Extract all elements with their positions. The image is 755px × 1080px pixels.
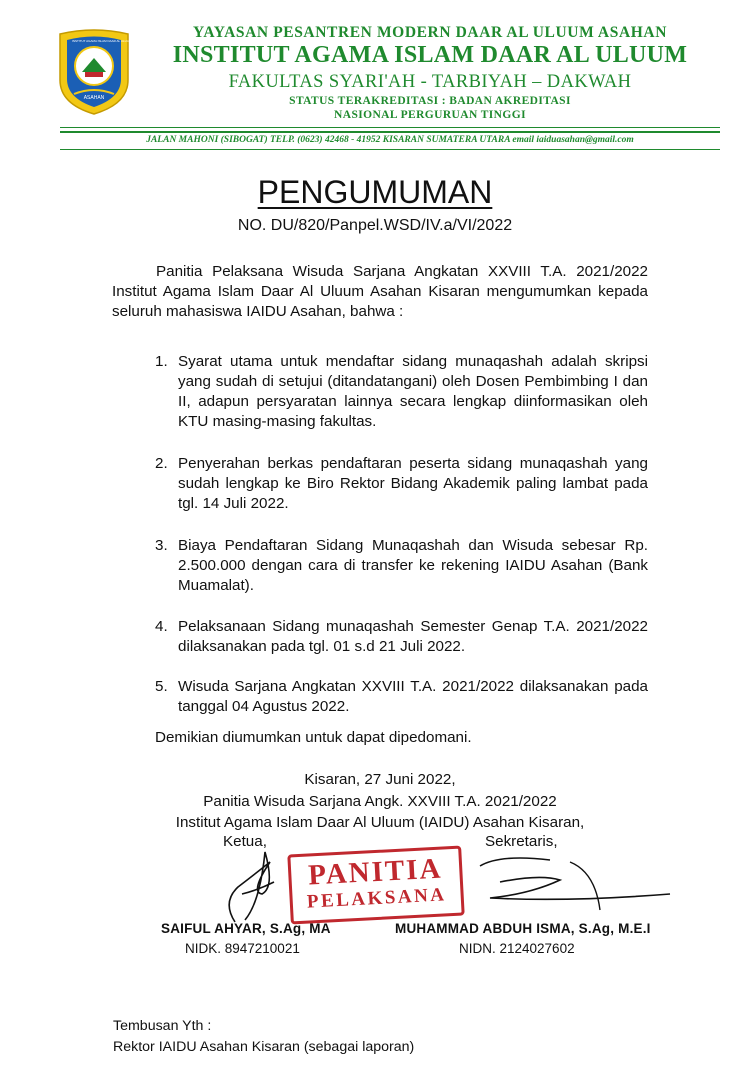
cc-item: Rektor IAIDU Asahan Kisaran (sebagai laporan) [113,1039,415,1055]
letterhead-rule-top [60,127,720,128]
signature-place-date: Kisaran, 27 Juni 2022, [304,771,456,788]
stamp-line-1: PANITIA [307,852,444,892]
letterhead-address: JALAN MAHONI (SIBOGAT) TELP. (0623) 42468 - 41952 KISARAN SUMATERA UTARA email iaiduasahan@gmail.com [146,135,634,145]
letterhead-accreditation-body: NASIONAL PERGURUAN TINGGI [334,109,526,121]
letterhead-faculties: FAKULTAS SYARI'AH - TARBIYAH – DAKWAH [228,72,632,92]
secretary-name: MUHAMMAD ABDUH ISMA, S.Ag, M.E.I [395,921,651,936]
closing-statement: Demikian diumumkan untuk dapat dipedomani. [155,729,472,746]
list-item [155,617,648,657]
letterhead-rule-bottom [60,149,720,150]
list-item-number: 2. [155,455,168,472]
list-item [155,454,648,514]
list-item [155,352,648,432]
logo-text-top: INSTITUT AGAMA ISLAM DAAR AL ULUUM [72,39,132,43]
letterhead-rule-thick [60,131,720,133]
letterhead-foundation: YAYASAN PESANTREN MODERN DAAR AL ULUUM ASAHAN [193,24,667,41]
stamp-line-2: PELAKSANA [306,884,448,913]
signature-committee: Panitia Wisuda Sarjana Angk. XXVIII T.A. 2021/2022 [203,793,557,810]
letterhead-institute: INSTITUT AGAMA ISLAM DAAR AL ULUUM [172,42,688,68]
list-item [155,536,648,596]
secretary-id: NIDN. 2124027602 [459,941,575,956]
secretary-role: Sekretaris, [485,833,558,850]
chair-name: SAIFUL AHYAR, S.Ag, MA [161,921,331,936]
cc-title: Tembusan Yth : [113,1018,212,1034]
chair-id: NIDK. 8947210021 [185,941,300,956]
list-item-number: 4. [155,618,168,635]
list-item-text: Biaya Pendaftaran Sidang Munaqashah dan Wisuda sebesar Rp. 2.500.000 dengan cara di transfer ke rekening IAIDU Asahan (Bank Muamalat). [178,537,648,594]
list-item-number: 3. [155,537,168,554]
list-item-number: 1. [155,353,168,370]
logo-text-bottom: ASAHAN [83,95,105,101]
title-text: PENGUMUMAN [257,174,493,210]
list-item-text: Penyerahan berkas pendaftaran peserta sidang munaqashah yang sudah lengkap ke Biro Rektor Bidang Akademik paling lambat pada tgl. 14 Juli 2022. [178,455,648,512]
list-item-text: Wisuda Sarjana Angkatan XXVIII T.A. 2021/2022 dilaksanakan pada tanggal 04 Agustus 2022. [178,678,648,715]
signature-institute: Institut Agama Islam Daar Al Uluum (IAIDU) Asahan Kisaran, [175,814,585,831]
document-number: NO. DU/820/Panpel.WSD/IV.a/VI/2022 [237,217,513,234]
chair-role: Ketua, [223,833,267,850]
list-item-number: 5. [155,678,168,695]
list-item [155,677,648,717]
list-item-text: Syarat utama untuk mendaftar sidang munaqashah adalah skripsi yang sudah di setujui (ditandatangani) oleh Dosen Pembimbing I dan II, adapun persyaratan lainnya secara lengkap diinformasikan oleh KTU masing-masing fakultas. [178,353,648,430]
intro-paragraph: Panitia Pelaksana Wisuda Sarjana Angkatan XXVIII T.A. 2021/2022 Institut Agama Islam Daar Al Uluum Asahan Kisaran mengumumkan kepada seluruh mahasiswa IAIDU Asahan, bahwa : [112,263,648,320]
committee-stamp [287,845,464,924]
institute-logo [56,28,132,116]
page-title [0,174,750,211]
letterhead-accreditation: STATUS TERAKREDITASI : BADAN AKREDITASI [289,95,571,107]
list-item-text: Pelaksanaan Sidang munaqashah Semester Genap T.A. 2021/2022 dilaksanakan pada tgl. 01 s.d 21 Juli 2022. [178,618,648,655]
